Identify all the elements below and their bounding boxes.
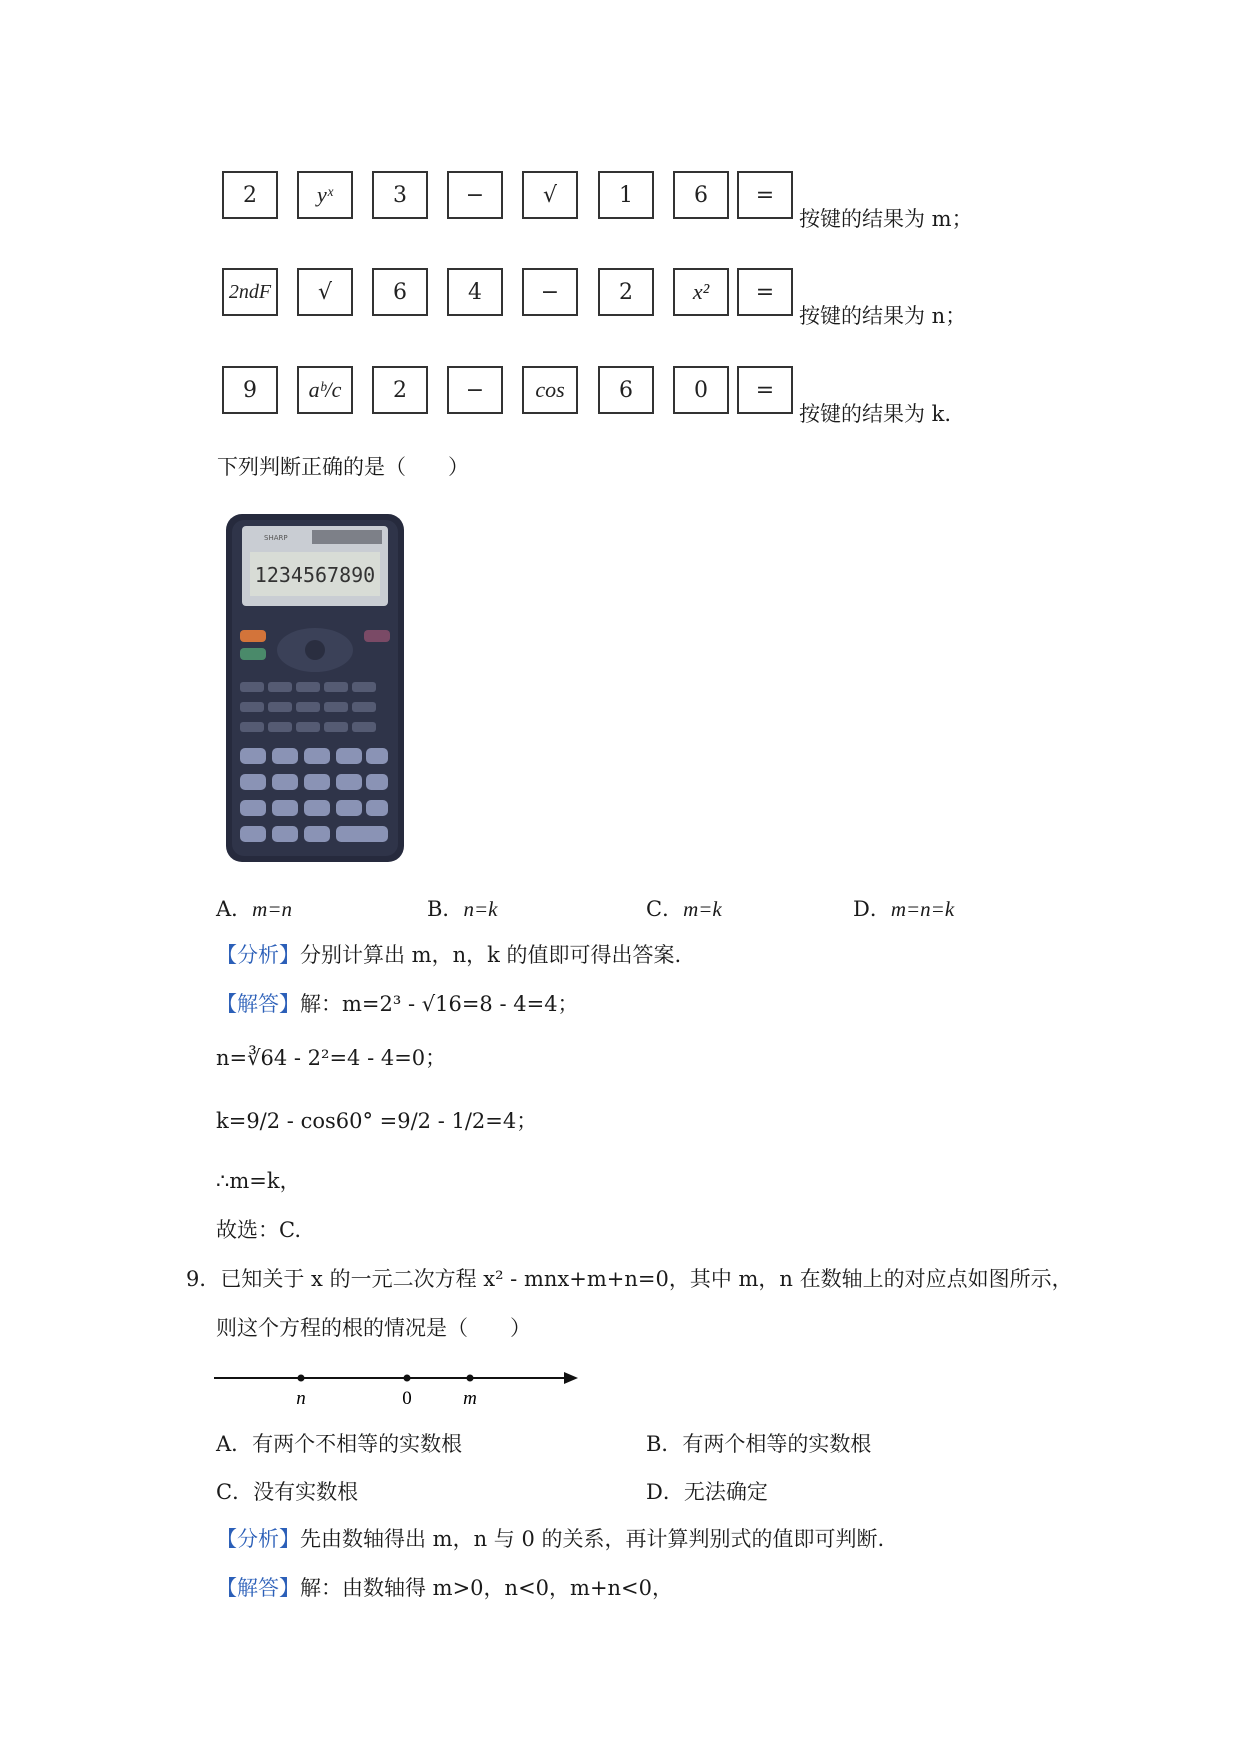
q8-option-c: C．m=k: [646, 897, 722, 921]
point-0: [404, 1375, 411, 1382]
q8-analysis: 【分析】分别计算出 m，n，k 的值即可得出答案.: [216, 943, 682, 967]
key-3: 3: [372, 171, 428, 219]
number-line: [212, 1360, 582, 1410]
key-equals: =: [737, 268, 793, 316]
q8-option-b: B．n=k: [427, 897, 498, 921]
key-1: 1: [598, 171, 654, 219]
key-sqrt: √: [297, 268, 353, 316]
key-9: 9: [222, 366, 278, 414]
q8-solution-line-5: 故选：C.: [216, 1218, 301, 1242]
key-equals: =: [737, 366, 793, 414]
key-minus: −: [447, 366, 503, 414]
solution-tag: 【解答】: [216, 992, 300, 1016]
calculator-brand: SHARP: [264, 534, 288, 542]
q9-solution: 【解答】解：由数轴得 m>0，n<0，m+n<0，: [216, 1576, 674, 1600]
label-0: 0: [402, 1388, 412, 1409]
key-4: 4: [447, 268, 503, 316]
key-power: yˣ: [297, 171, 353, 219]
q9-stem-line-2: 则这个方程的根的情况是（ ）: [216, 1316, 531, 1340]
point-n: [298, 1375, 305, 1382]
number-line-arrow: [564, 1372, 578, 1384]
key-row-2-result: 按键的结果为 n；: [799, 304, 967, 328]
key-fraction: aᵇ/c: [297, 366, 353, 414]
q9-stem-line-1: 9．已知关于 x 的一元二次方程 x² - mnx+m+n=0，其中 m，n 在数轴上的对应点如图所示，: [186, 1267, 1073, 1291]
key-sqrt: √: [522, 171, 578, 219]
key-equals: =: [737, 171, 793, 219]
q9-option-b: B．有两个相等的实数根: [646, 1432, 872, 1456]
q9-option-c: C．没有实数根: [216, 1480, 359, 1504]
key-row-3-result: 按键的结果为 k.: [799, 402, 952, 426]
analysis-tag: 【分析】: [216, 1527, 300, 1551]
q9-number: 9．: [186, 1267, 221, 1291]
point-m: [467, 1375, 474, 1382]
q9-option-a: A．有两个不相等的实数根: [216, 1432, 463, 1456]
q8-prompt: 下列判断正确的是（ ）: [217, 455, 469, 479]
q9-option-d: D．无法确定: [646, 1480, 768, 1504]
key-6: 6: [372, 268, 428, 316]
analysis-tag: 【分析】: [216, 943, 300, 967]
calculator-display-text: 1234567890: [254, 563, 376, 587]
q8-solution-line-1: 【解答】解：m=2³ - √16=8 - 4=4；: [216, 992, 579, 1016]
calculator-image: [224, 512, 406, 864]
calculator-illustration: [224, 512, 406, 864]
key-0: 0: [673, 366, 729, 414]
key-2: 2: [372, 366, 428, 414]
label-n: n: [296, 1388, 306, 1409]
key-6: 6: [598, 366, 654, 414]
key-2: 2: [222, 171, 278, 219]
label-m: m: [463, 1388, 477, 1409]
key-row-1-result: 按键的结果为 m；: [799, 207, 973, 231]
q8-option-a: A．m=n: [216, 897, 293, 921]
key-cos: cos: [522, 366, 578, 414]
q9-analysis: 【分析】先由数轴得出 m，n 与 0 的关系，再计算判别式的值即可判断.: [216, 1527, 885, 1551]
key-6: 6: [673, 171, 729, 219]
q8-option-d: D．m=n=k: [853, 897, 955, 921]
key-minus: −: [447, 171, 503, 219]
key-square: x²: [673, 268, 729, 316]
key-2: 2: [598, 268, 654, 316]
q8-solution-line-3: k=9/2 - cos60° =9/2 - 1/2=4；: [216, 1109, 538, 1133]
q8-solution-line-2: n=∛64 - 2²=4 - 4=0；: [216, 1046, 447, 1070]
key-2ndf: 2ndF: [222, 268, 278, 316]
q8-solution-line-4: ∴m=k，: [216, 1169, 301, 1193]
solution-tag: 【解答】: [216, 1576, 300, 1600]
key-minus: −: [522, 268, 578, 316]
